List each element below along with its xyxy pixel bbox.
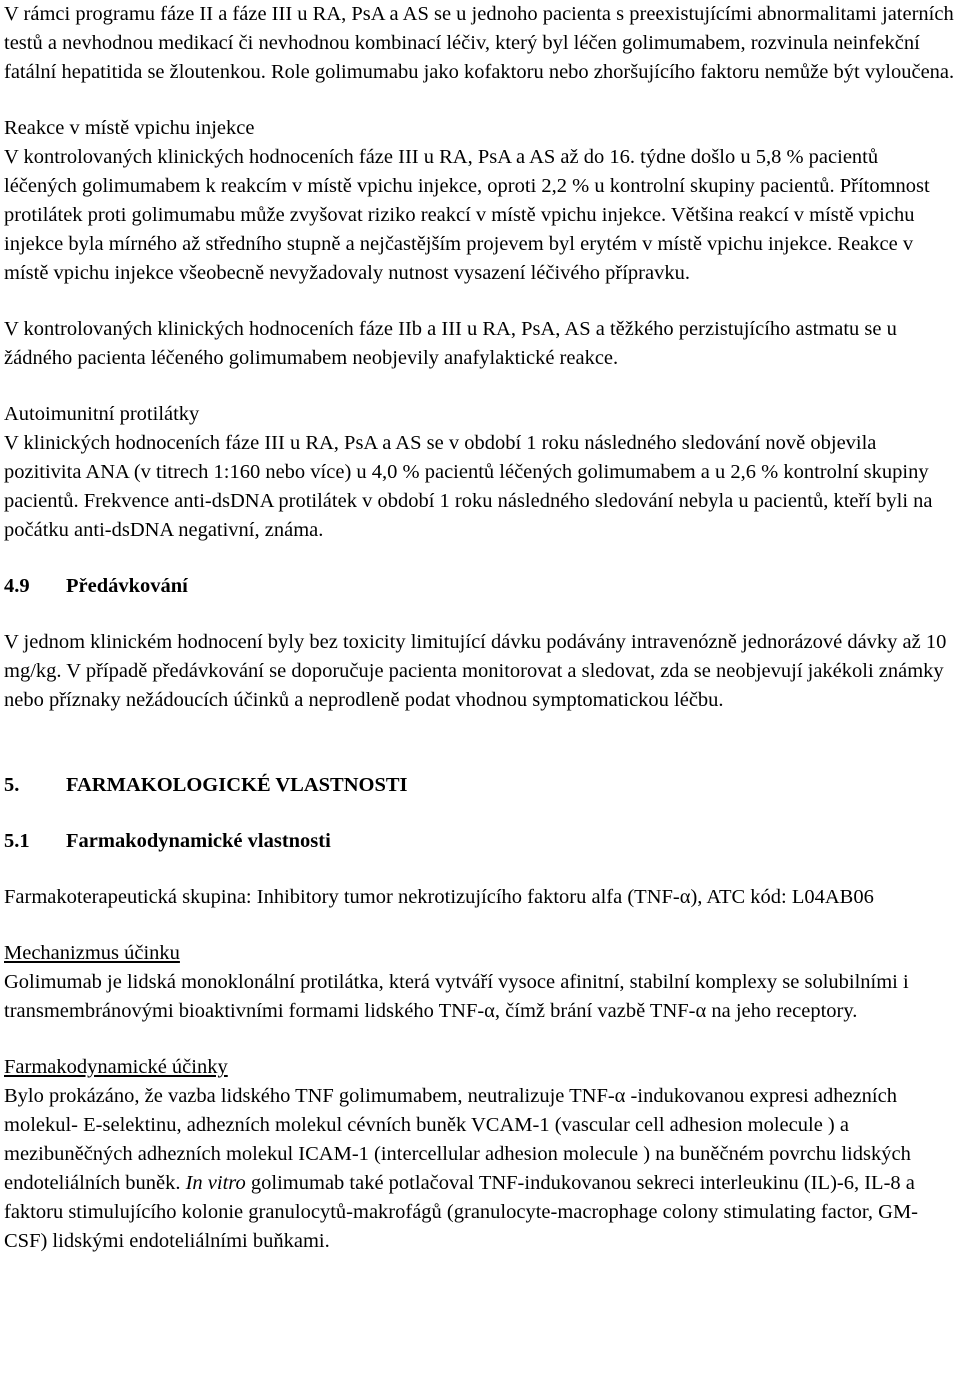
paragraph-pharmaco-group: Farmakoterapeutická skupina: Inhibitory tumor nekrotizujícího faktoru alfa (TNF-α), ATC kód: L04AB06 <box>4 886 874 908</box>
spacer <box>4 87 956 114</box>
section-title: FARMAKOLOGICKÉ VLASTNOSTI <box>66 774 408 796</box>
section-number: 5. <box>4 774 20 796</box>
autoimmune-title: Autoimunitní protilátky <box>4 403 200 425</box>
spacer <box>4 715 956 771</box>
effects-text-part-a: Bylo prokázáno, že vazba lidského TNF golimumabem, neutralizuje TNF-α -indukovanou expresi adhezních molekul- E-selektinu, adhezních molekul cévních buněk VCAM-1 (vascular cell adhesion molecule ) a mezibuněčných adhezních molekul ICAM-1 (intercellular adhesion molecule ) na buněčném povrchu lidských endoteliálních buněk. <box>4 1085 911 1194</box>
injection-section <box>4 114 956 288</box>
paragraph-overdose: V jednom klinickém hodnocení byly bez toxicity limitující dávku podávány intravenózně jednorázové dávky až 10 mg/kg. V případě předávkování se doporučuje pacienta monitorovat a sledovat, zda se neobjevují jakékoli známky nebo příznaky nežádoucích účinků a neprodleně podat vhodnou symptomatickou léčbu. <box>4 631 947 711</box>
section-number: 5.1 <box>4 830 30 852</box>
effects-section <box>4 1053 956 1256</box>
spacer <box>4 856 956 883</box>
injection-text: V kontrolovaných klinických hodnoceních fáze III u RA, PsA a AS až do 16. týdne došlo u 5,8 % pacientů léčených golimumabem k reakcím v místě vpichu injekce, oproti 2,2 % u kontrolní skupiny pacientů. Přítomnost protilátek proti golimumabu může zvyšovat riziko reakcí v místě vpichu injekce. Většina reakcí v místě vpichu injekce byla mírného až středního stupně a nejčastějším projevem byl erytém v místě vpichu injekce. Reakce v místě vpichu injekce všeobecně nevyžadovaly nutnost vysazení léčivého přípravku. <box>4 146 930 284</box>
mechanism-title: Mechanizmus účinku <box>4 942 180 964</box>
paragraph-anaphylaxis: V kontrolovaných klinických hodnoceních fáze IIb a III u RA, PsA, AS a těžkého perzistujícího astmatu se u žádného pacienta léčeného golimumabem neobjevily anafylaktické reakce. <box>4 318 897 369</box>
document-page <box>4 0 956 1256</box>
spacer <box>4 373 956 400</box>
section-heading-5 <box>4 771 956 800</box>
injection-title: Reakce v místě vpichu injekce <box>4 117 255 139</box>
spacer <box>4 800 956 827</box>
autoimmune-section <box>4 400 956 545</box>
autoimmune-text: V klinických hodnoceních fáze III u RA, PsA a AS se v období 1 roku následného sledování nově objevila pozitivita ANA (v titrech 1:160 nebo více) u 4,0 % pacientů léčených golimumabem a u 2,6 % kontrolní skupiny pacientů. Frekvence anti-dsDNA protilátek v období 1 roku následného sledování nebyla u pacientů, kteří byli na počátku anti-dsDNA negativní, známa. <box>4 432 933 541</box>
spacer <box>4 601 956 628</box>
section-heading-4-9 <box>4 572 956 601</box>
spacer <box>4 545 956 572</box>
spacer <box>4 912 956 939</box>
paragraph-hepatitis: V rámci programu fáze II a fáze III u RA, PsA a AS se u jednoho pacienta s preexistujícími abnormalitami jaterních testů a nevhodnou medikací či nevhodnou kombinací léčiv, který byl léčen golimumabem, rozvinula neinfekční fatální hepatitida se žloutenkou. Role golimumabu jako kofaktoru nebo zhoršujícího faktoru nemůže být vyloučena. <box>4 3 955 83</box>
section-heading-5-1 <box>4 827 956 856</box>
mechanism-section <box>4 939 956 1026</box>
effects-title: Farmakodynamické účinky <box>4 1056 228 1078</box>
spacer <box>4 288 956 315</box>
mechanism-text: Golimumab je lidská monoklonální protilátka, která vytváří vysoce afinitní, stabilní komplexy se solubilními i transmembránovými bioaktivními formami lidského TNF-α, čímž brání vazbě TNF-α na jeho receptory. <box>4 971 909 1022</box>
effects-text-part-b: golimumab také potlačoval TNF-indukovanou sekreci interleukinu (IL)-6, IL-8 a faktoru stimulujícího kolonie granulocytů-makrofágů (granulocyte-macrophage colony stimulating factor, GM-CSF) lidskými endoteliálními buňkami. <box>4 1172 919 1252</box>
section-number: 4.9 <box>4 575 30 597</box>
effects-text-italic: In vitro <box>185 1172 246 1194</box>
section-title: Farmakodynamické vlastnosti <box>66 830 331 852</box>
section-title: Předávkování <box>66 575 188 597</box>
spacer <box>4 1026 956 1053</box>
